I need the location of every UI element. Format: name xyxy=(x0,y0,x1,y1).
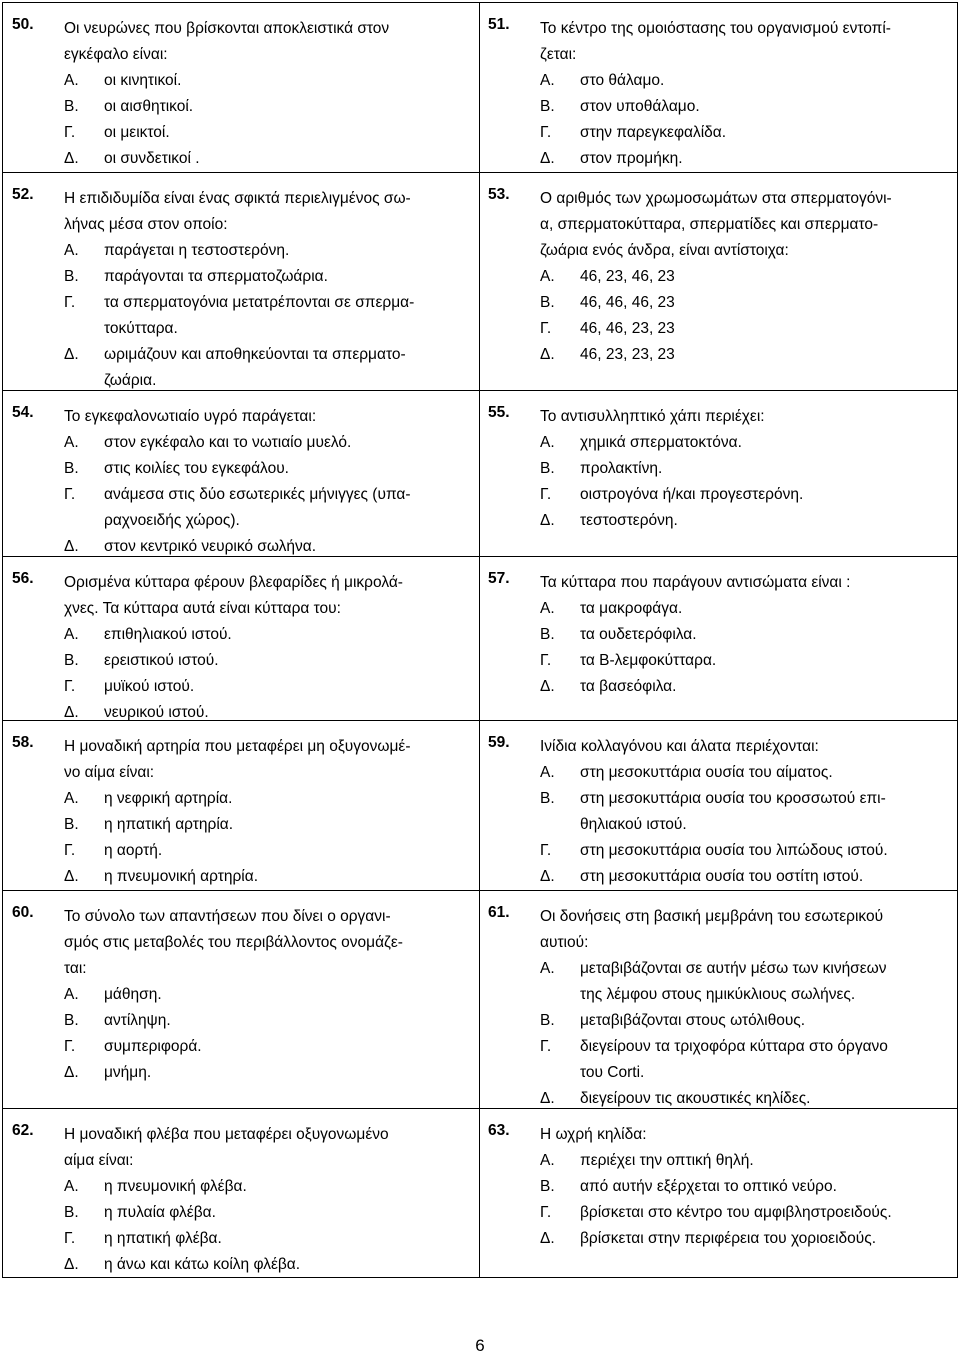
option-text: οιστρογόνα ή/και προγεστερόνη. xyxy=(580,486,804,503)
option-letter: Β. xyxy=(64,816,79,833)
option-text: επιθηλιακού ιστού. xyxy=(104,626,232,643)
answer-option xyxy=(540,674,948,700)
option-text: η νεφρική αρτηρία. xyxy=(104,790,233,807)
option-letter: Γ. xyxy=(64,1038,76,1055)
row-divider xyxy=(2,390,478,391)
answer-option xyxy=(540,290,948,316)
option-letter: Α. xyxy=(540,764,555,781)
option-letter: Β. xyxy=(540,98,555,115)
row-divider xyxy=(2,556,478,557)
option-letter: Β. xyxy=(540,294,555,311)
question-number: 57. xyxy=(488,570,510,587)
option-text: οι συνδετικοί . xyxy=(104,150,200,167)
option-text: ωριμάζουν και αποθηκεύονται τα σπερματο- ζωάρια. xyxy=(104,346,406,389)
question-text: Τα κύτταρα που παράγουν αντισώματα είναι : xyxy=(540,574,851,591)
option-letter: Α. xyxy=(540,434,555,451)
option-letter: Γ. xyxy=(64,1230,76,1247)
question-text: Η επιδιδυμίδα είναι ένας σφικτά περιελιγμένος σω- λήνας μέσα στον οποίο: xyxy=(64,190,411,233)
question-body xyxy=(64,570,468,726)
option-letter: Γ. xyxy=(540,842,552,859)
option-text: μάθηση. xyxy=(104,986,162,1003)
option-letter: Α. xyxy=(540,960,555,977)
question-body xyxy=(64,734,468,890)
answer-option xyxy=(540,508,948,534)
question-text: Η μοναδική φλέβα που μεταφέρει οξυγονωμένο αίμα είναι: xyxy=(64,1126,389,1169)
option-letter: Α. xyxy=(540,1152,555,1169)
option-letter: Δ. xyxy=(64,150,79,167)
option-letter: Δ. xyxy=(64,868,79,885)
option-letter: Β. xyxy=(540,1178,555,1195)
question-60 xyxy=(2,890,478,1108)
question-text: Η μοναδική αρτηρία που μεταφέρει μη οξυγονωμέ- νο αίμα είναι: xyxy=(64,738,411,781)
option-letter: Δ. xyxy=(540,346,555,363)
option-letter: Β. xyxy=(64,98,79,115)
option-text: 46, 46, 23, 23 xyxy=(580,320,675,337)
question-53 xyxy=(478,172,958,390)
row-divider xyxy=(478,172,958,173)
question-text: Ο αριθμός των χρωμοσωμάτων στα σπερματογόνι- α, σπερματοκύτταρα, σπερματίδες και σπερματο- ζωάρια ενός άνδρα, είναι αντίστοιχα: xyxy=(540,190,892,259)
option-text: στον εγκέφαλο και το νωτιαίο μυελό. xyxy=(104,434,352,451)
option-text: μυϊκού ιστού. xyxy=(104,678,195,695)
row-divider xyxy=(478,720,958,721)
option-letter: Δ. xyxy=(64,538,79,555)
answer-option xyxy=(540,120,948,146)
question-text: Η ωχρή κηλίδα: xyxy=(540,1126,647,1143)
option-text: η πυλαία φλέβα. xyxy=(104,1204,216,1221)
option-text: η αορτή. xyxy=(104,842,163,859)
answer-option xyxy=(540,956,948,1008)
option-letter: Δ. xyxy=(540,1090,555,1107)
option-text: οι αισθητικοί. xyxy=(104,98,194,115)
row-divider xyxy=(478,390,958,391)
option-text: αντίληψη. xyxy=(104,1012,171,1029)
option-letter: Β. xyxy=(540,790,555,807)
question-body xyxy=(540,186,948,368)
question-61 xyxy=(478,890,958,1108)
answer-option xyxy=(540,1200,948,1226)
option-letter: Γ. xyxy=(64,294,76,311)
option-text: η πνευμονική φλέβα. xyxy=(104,1178,247,1195)
question-text: Το αντισυλληπτικό χάπι περιέχει: xyxy=(540,408,765,425)
question-number: 50. xyxy=(12,16,34,33)
option-text: διεγείρουν τα τριχοφόρα κύτταρα στο όργανο του Corti. xyxy=(580,1038,888,1081)
answer-option xyxy=(64,674,468,700)
answer-option xyxy=(64,622,468,648)
answer-option xyxy=(64,812,468,838)
option-letter: Γ. xyxy=(540,124,552,141)
answer-option xyxy=(540,342,948,368)
option-text: διεγείρουν τις ακουστικές κηλίδες. xyxy=(580,1090,811,1107)
question-54 xyxy=(2,390,478,556)
question-body xyxy=(64,186,468,394)
option-letter: Α. xyxy=(64,1178,79,1195)
option-text: τα ουδετερόφιλα. xyxy=(580,626,697,643)
option-letter: Γ. xyxy=(64,486,76,503)
option-text: μνήμη. xyxy=(104,1064,152,1081)
option-text: παράγεται η τεστοστερόνη. xyxy=(104,242,290,259)
option-letter: Β. xyxy=(540,1012,555,1029)
option-text: τα Β-λεμφοκύτταρα. xyxy=(580,652,717,669)
option-text: βρίσκεται στην περιφέρεια του χοριοειδούς. xyxy=(580,1230,877,1247)
option-text: τα βασεόφιλα. xyxy=(580,678,677,695)
question-number: 54. xyxy=(12,404,34,421)
option-text: ανάμεσα στις δύο εσωτερικές μήνιγγες (υπα- ραχνοειδής χώρος). xyxy=(104,486,411,529)
question-body xyxy=(540,1122,948,1252)
answer-option xyxy=(64,838,468,864)
question-text: Ινίδια κολλαγόνου και άλατα περιέχονται: xyxy=(540,738,819,755)
question-62 xyxy=(2,1108,478,1278)
answer-option xyxy=(64,1200,468,1226)
answer-option xyxy=(540,1174,948,1200)
question-text: Το κέντρο της ομοιόστασης του οργανισμού εντοπί- ζεται: xyxy=(540,20,891,63)
answer-option xyxy=(540,622,948,648)
option-text: μεταβιβάζονται στους ωτόλιθους. xyxy=(580,1012,806,1029)
option-letter: Γ. xyxy=(540,1204,552,1221)
question-number: 60. xyxy=(12,904,34,921)
question-body xyxy=(64,1122,468,1278)
row-divider xyxy=(2,172,478,173)
question-body xyxy=(540,404,948,534)
answer-option xyxy=(540,316,948,342)
question-number: 59. xyxy=(488,734,510,751)
question-text: Οι δονήσεις στη βασική μεμβράνη του εσωτερικού αυτιού: xyxy=(540,908,884,951)
option-letter: Δ. xyxy=(64,704,79,721)
answer-option xyxy=(64,146,468,172)
option-letter: Γ. xyxy=(540,1038,552,1055)
option-text: στη μεσοκυττάρια ουσία του αίματος. xyxy=(580,764,833,781)
answer-option xyxy=(540,1008,948,1034)
question-text: Το σύνολο των απαντήσεων που δίνει ο οργανι- σμός στις μεταβολές του περιβάλλοντος ονομάζε- ται: xyxy=(64,908,403,977)
option-letter: Α. xyxy=(540,72,555,89)
answer-option xyxy=(540,838,948,864)
option-letter: Α. xyxy=(540,600,555,617)
option-letter: Γ. xyxy=(64,842,76,859)
option-letter: Δ. xyxy=(540,150,555,167)
question-text: Ορισμένα κύτταρα φέρουν βλεφαρίδες ή μικρολά- χνες. Τα κύτταρα αυτά είναι κύτταρα του: xyxy=(64,574,403,617)
option-text: στον κεντρικό νευρικό σωλήνα. xyxy=(104,538,317,555)
question-57 xyxy=(478,556,958,720)
question-text: Το εγκεφαλονωτιαίο υγρό παράγεται: xyxy=(64,408,317,425)
option-text: 46, 23, 46, 23 xyxy=(580,268,675,285)
option-letter: Α. xyxy=(64,242,79,259)
option-text: παράγονται τα σπερματοζωάρια. xyxy=(104,268,328,285)
row-divider xyxy=(478,1108,958,1109)
answer-option xyxy=(540,1226,948,1252)
answer-option xyxy=(540,456,948,482)
answer-option xyxy=(540,146,948,172)
question-number: 58. xyxy=(12,734,34,751)
question-number: 63. xyxy=(488,1122,510,1139)
option-letter: Γ. xyxy=(540,486,552,503)
option-text: στις κοιλίες του εγκεφάλου. xyxy=(104,460,289,477)
option-text: βρίσκεται στο κέντρο του αμφιβληστροειδούς. xyxy=(580,1204,892,1221)
option-text: η ηπατική αρτηρία. xyxy=(104,816,234,833)
option-letter: Α. xyxy=(64,626,79,643)
option-text: χημικά σπερματοκτόνα. xyxy=(580,434,742,451)
option-letter: Α. xyxy=(64,72,79,89)
option-letter: Γ. xyxy=(540,652,552,669)
answer-option xyxy=(64,264,468,290)
option-text: μεταβιβάζονται σε αυτήν μέσω των κινήσεων της λέμφου στους ημικύκλιους σωλήνες. xyxy=(580,960,887,1003)
option-text: η άνω και κάτω κοίλη φλέβα. xyxy=(104,1256,301,1273)
option-text: η πνευμονική αρτηρία. xyxy=(104,868,259,885)
option-letter: Α. xyxy=(64,790,79,807)
question-number: 53. xyxy=(488,186,510,203)
answer-option xyxy=(64,342,468,394)
answer-option xyxy=(540,68,948,94)
option-text: στη μεσοκυττάρια ουσία του οστίτη ιστού. xyxy=(580,868,864,885)
option-letter: Β. xyxy=(540,460,555,477)
answer-option xyxy=(64,648,468,674)
option-text: στη μεσοκυττάρια ουσία του λιπώδους ιστού. xyxy=(580,842,888,859)
question-52 xyxy=(2,172,478,390)
answer-option xyxy=(64,94,468,120)
question-number: 62. xyxy=(12,1122,34,1139)
question-body xyxy=(64,904,468,1086)
option-text: ερειστικού ιστού. xyxy=(104,652,219,669)
answer-option xyxy=(540,264,948,290)
option-text: περιέχει την οπτική θηλή. xyxy=(580,1152,754,1169)
answer-option xyxy=(64,1252,468,1278)
option-text: οι κινητικοί. xyxy=(104,72,182,89)
option-text: η ηπατική φλέβα. xyxy=(104,1230,222,1247)
option-letter: Β. xyxy=(64,460,79,477)
option-text: τεστοστερόνη. xyxy=(580,512,678,529)
question-number: 51. xyxy=(488,16,510,33)
row-divider xyxy=(478,556,958,557)
option-letter: Δ. xyxy=(540,512,555,529)
question-body xyxy=(540,734,948,890)
question-58 xyxy=(2,720,478,890)
option-text: τα μακροφάγα. xyxy=(580,600,683,617)
option-letter: Β. xyxy=(64,652,79,669)
option-letter: Δ. xyxy=(540,678,555,695)
answer-option xyxy=(64,290,468,342)
question-number: 52. xyxy=(12,186,34,203)
question-55 xyxy=(478,390,958,556)
option-letter: Β. xyxy=(64,1204,79,1221)
answer-option xyxy=(540,864,948,890)
option-text: προλακτίνη. xyxy=(580,460,663,477)
answer-option xyxy=(540,482,948,508)
row-divider xyxy=(2,890,478,891)
answer-option xyxy=(64,1174,468,1200)
answer-option xyxy=(64,120,468,146)
option-letter: Β. xyxy=(540,626,555,643)
question-number: 61. xyxy=(488,904,510,921)
answer-option xyxy=(540,596,948,622)
question-56 xyxy=(2,556,478,720)
row-divider xyxy=(2,720,478,721)
answer-option xyxy=(64,1008,468,1034)
answer-option xyxy=(540,1034,948,1086)
question-50 xyxy=(2,2,478,172)
question-text: Οι νευρώνες που βρίσκονται αποκλειστικά στον εγκέφαλο είναι: xyxy=(64,20,390,63)
option-text: οι μεικτοί. xyxy=(104,124,170,141)
option-text: συμπεριφορά. xyxy=(104,1038,202,1055)
answer-option xyxy=(540,1148,948,1174)
option-text: 46, 46, 46, 23 xyxy=(580,294,675,311)
answer-option xyxy=(540,648,948,674)
answer-option xyxy=(64,786,468,812)
question-body xyxy=(540,16,948,172)
option-text: 46, 23, 23, 23 xyxy=(580,346,675,363)
question-51 xyxy=(478,2,958,172)
option-letter: Δ. xyxy=(540,868,555,885)
option-text: στο θάλαμο. xyxy=(580,72,665,89)
answer-option xyxy=(64,68,468,94)
option-text: στον υποθάλαμο. xyxy=(580,98,700,115)
option-letter: Α. xyxy=(64,434,79,451)
answer-option xyxy=(64,1226,468,1252)
question-body xyxy=(540,904,948,1112)
question-body xyxy=(540,570,948,700)
option-letter: Δ. xyxy=(64,1064,79,1081)
question-number: 55. xyxy=(488,404,510,421)
option-letter: Α. xyxy=(540,268,555,285)
answer-option xyxy=(64,238,468,264)
answer-option xyxy=(540,430,948,456)
question-body xyxy=(64,404,468,560)
option-letter: Α. xyxy=(64,986,79,1003)
question-number: 56. xyxy=(12,570,34,587)
option-letter: Δ. xyxy=(540,1230,555,1247)
option-text: στον προμήκη. xyxy=(580,150,683,167)
option-letter: Β. xyxy=(64,1012,79,1029)
answer-option xyxy=(64,1034,468,1060)
answer-option xyxy=(64,456,468,482)
option-letter: Γ. xyxy=(64,678,76,695)
option-text: στην παρεγκεφαλίδα. xyxy=(580,124,727,141)
option-text: τα σπερματογόνια μετατρέπονται σε σπερμα- τοκύτταρα. xyxy=(104,294,415,337)
option-letter: Β. xyxy=(64,268,79,285)
option-letter: Δ. xyxy=(64,346,79,363)
option-text: στη μεσοκυττάρια ουσία του κροσσωτού επι- θηλιακού ιστού. xyxy=(580,790,886,833)
option-letter: Δ. xyxy=(64,1256,79,1273)
question-59 xyxy=(478,720,958,890)
row-divider xyxy=(478,890,958,891)
answer-option xyxy=(64,982,468,1008)
option-letter: Γ. xyxy=(64,124,76,141)
question-body xyxy=(64,16,468,172)
row-divider xyxy=(2,1108,478,1109)
answer-option xyxy=(540,760,948,786)
option-text: από αυτήν εξέρχεται το οπτικό νεύρο. xyxy=(580,1178,837,1195)
page-number: 6 xyxy=(475,1336,485,1355)
answer-option xyxy=(540,94,948,120)
question-63 xyxy=(478,1108,958,1278)
option-letter: Γ. xyxy=(540,320,552,337)
answer-option xyxy=(64,1060,468,1086)
answer-option xyxy=(540,786,948,838)
answer-option xyxy=(64,482,468,534)
option-text: νευρικού ιστού. xyxy=(104,704,209,721)
answer-option xyxy=(64,430,468,456)
answer-option xyxy=(64,864,468,890)
